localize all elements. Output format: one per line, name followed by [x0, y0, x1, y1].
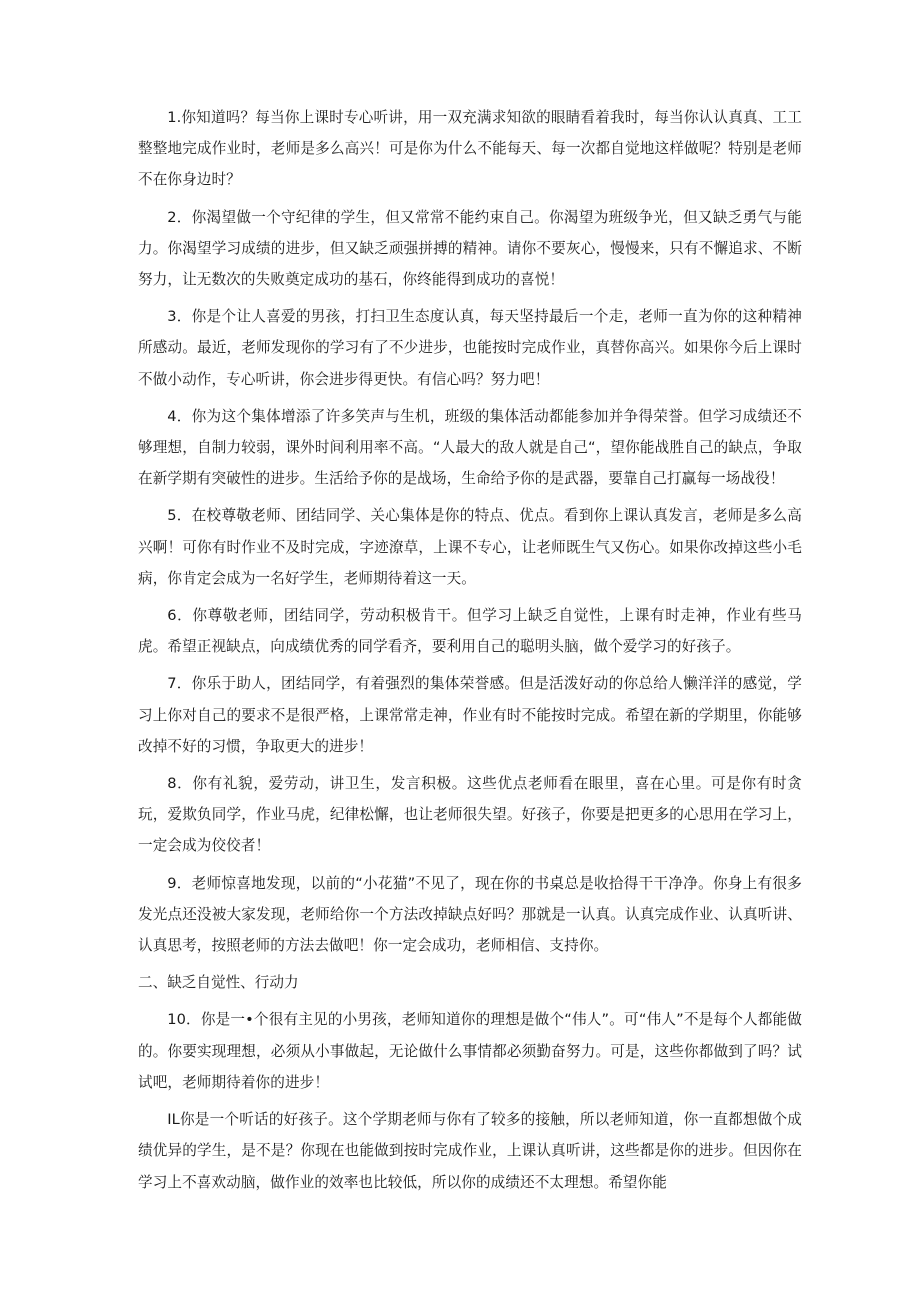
- document-page: [138, 102, 802, 1204]
- comment-paragraph-5: 5．在校尊敬老师、团结同学、关心集体是你的特点、优点。看到你上课认真发言，老师是多么高兴啊！可你有时作业不及时完成，字迹潦草，上课不专心，让老师既生气又伤心。如果你改掉这些小毛病，你肯定会成为一名好学生，老师期待着这一天。: [138, 507, 802, 587]
- comment-paragraph-9: 9．老师惊喜地发现，以前的“小花猫”不见了，现在你的书桌总是收拾得干干净净。你身上有很多发光点还没被大家发现，老师给你一个方法改掉缺点好吗？那就是一认真。认真完成作业、认真听讲、认真思考，按照老师的方法去做吧！你一定会成功，老师相信、支持你。: [138, 874, 802, 955]
- comment-paragraph-7: 7．你乐于助人，团结同学，有着强烈的集体荣誉感。但是活泼好动的你总给人懒洋洋的感觉，学习上你对自己的要求不是很严格，上课常常走神，作业有时不能按时完成。希望在新的学期里，你能够改掉不好的习惯，争取更大的进步！: [138, 675, 802, 755]
- comment-paragraph-11: IL你是一个听话的好孩子。这个学期老师与你有了较多的接触，所以老师知道，你一直都想做个成绩优异的学生，是不是？你现在也能做到按时完成作业，上课认真听讲，这些都是你的进步。但因你在学习上不喜欢动脑，做作业的效率也比较低，所以你的成绩还不太理想。希望你能: [138, 1111, 802, 1191]
- comment-paragraph-1: 1.你知道吗？每当你上课时专心听讲，用一双充满求知欲的眼睛看着我时，每当你认认真真、工工整整地完成作业时，老师是多么高兴！可是你为什么不能每天、每一次都自觉地这样做呢？特别是老师不在你身边时？: [138, 109, 802, 189]
- comment-paragraph-6: 6．你尊敬老师，团结同学，劳动积极肯干。但学习上缺乏自觉性，上课有时走神，作业有些马虎。希望正视缺点，向成绩优秀的同学看齐，要利用自己的聪明头脑，做个爱学习的好孩子。: [138, 607, 802, 656]
- comment-paragraph-4: 4．你为这个集体增添了许多笑声与生机，班级的集体活动都能参加并争得荣誉。但学习成绩还不够理想，自制力较弱，课外时间利用率不高。“人最大的敌人就是自己“，望你能战胜自己的缺点，争取在新学期有突破性的进步。生活给予你的是战场，生命给予你的是武器，要靠自己打赢每一场战役！: [138, 407, 802, 488]
- section-heading: 二、缺乏自觉性、行动力: [138, 974, 299, 992]
- comment-paragraph-3: 3．你是个让人喜爱的男孩，打扫卫生态度认真，每天坚持最后一个走，老师一直为你的这种精神所感动。最近，老师发现你的学习有了不少进步，也能按时完成作业，真替你高兴。如果你今后上课时不做小动作，专心听讲，你会进步得更快。有信心吗？努力吧！: [138, 308, 802, 388]
- comment-paragraph-2: 2．你渴望做一个守纪律的学生，但又常常不能约束自己。你渴望为班级争光，但又缺乏勇气与能力。你渴望学习成绩的进步，但又缺乏顽强拼搏的精神。请你不要灰心，慢慢来，只有不懈追求、不断努力，让无数次的失败奠定成功的基石，你终能得到成功的喜悦！: [138, 208, 802, 289]
- comment-paragraph-8: 8．你有礼貌，爱劳动，讲卫生，发言积极。这些优点老师看在眼里，喜在心里。可是你有时贪玩，爱欺负同学，作业马虎，纪律松懈，也让老师很失望。好孩子，你要是把更多的心思用在学习上，一定会成为佼佼者！: [138, 775, 802, 855]
- comment-paragraph-10: 10．你是一•个很有主见的小男孩，老师知道你的理想是做个“伟人”。可“伟人”不是每个人都能做的。你要实现理想，必须从小事做起，无论做什么事情都必须勤奋努力。可是，这些你都做到了吗？试试吧，老师期待着你的进步！: [138, 1011, 802, 1091]
